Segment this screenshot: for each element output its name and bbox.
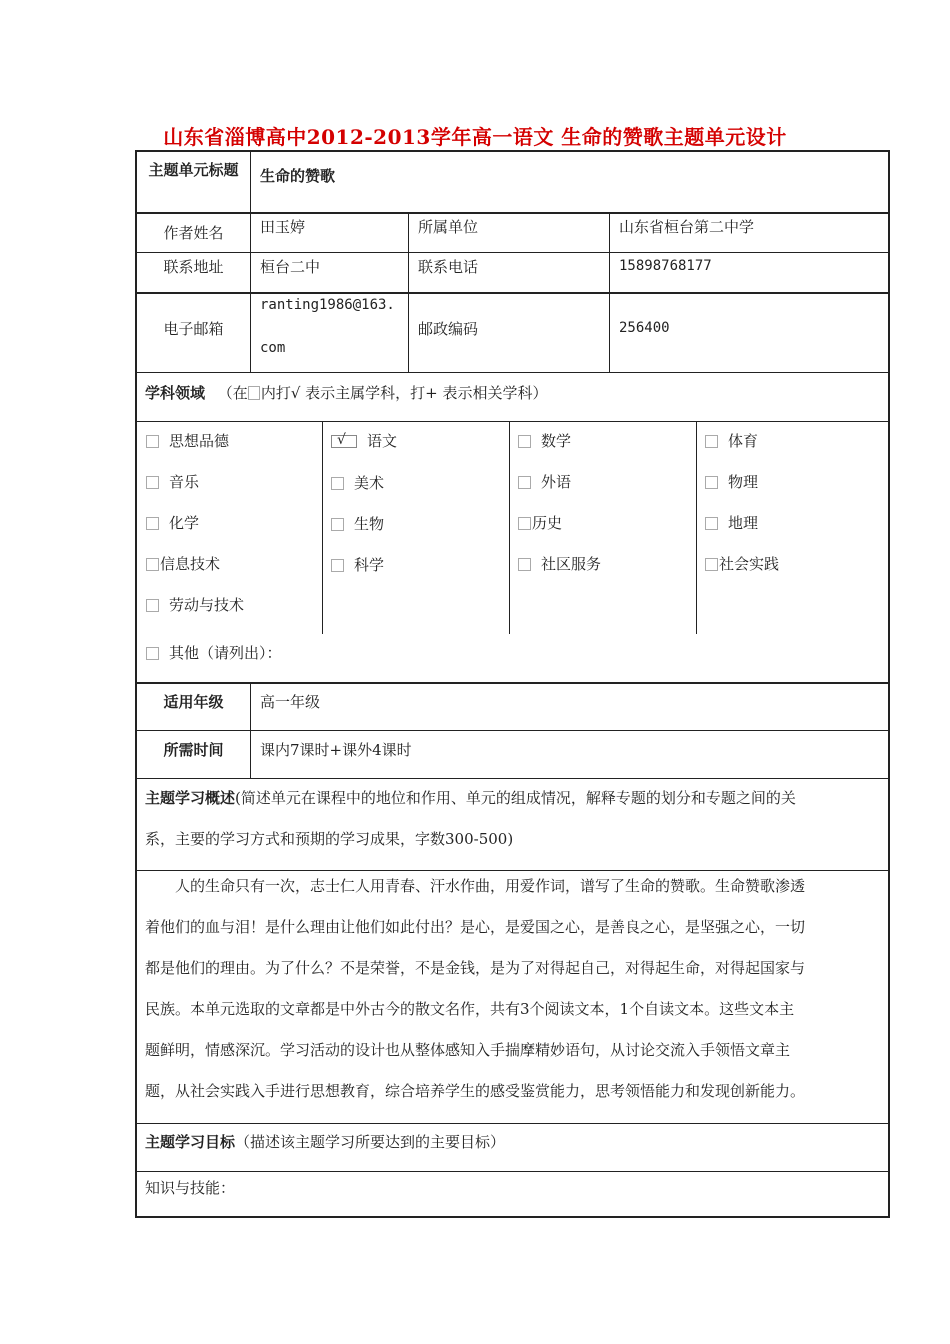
- subject-area-label: 学科领域: [145, 384, 206, 402]
- checkbox-icon[interactable]: [518, 517, 531, 530]
- author-label: 作者姓名: [163, 224, 224, 242]
- subject-area-header: [145, 382, 547, 403]
- goals-header: [145, 1131, 505, 1152]
- checked-checkbox-icon[interactable]: [331, 435, 357, 448]
- subject-area-hint-prefix: （在: [217, 384, 248, 402]
- checkbox-icon[interactable]: [146, 517, 159, 530]
- subject-option[interactable]: 社区服务: [518, 553, 601, 574]
- checkbox-sample-icon: [248, 386, 260, 400]
- subject-option[interactable]: 劳动与技术: [146, 594, 244, 615]
- col-divider: [250, 152, 251, 372]
- row-divider: [137, 1171, 890, 1172]
- checkbox-icon[interactable]: [331, 477, 344, 490]
- unit-label: 所属单位: [418, 218, 479, 236]
- checkbox-icon[interactable]: [331, 518, 344, 531]
- subject-option[interactable]: 外语: [518, 471, 571, 492]
- subject-option[interactable]: 地理: [705, 512, 758, 533]
- checkbox-icon[interactable]: [705, 517, 718, 530]
- overview-body: [145, 866, 891, 1112]
- checkbox-icon[interactable]: [705, 476, 718, 489]
- unit-design-table: [135, 150, 890, 1218]
- time-label: 所需时间: [163, 741, 224, 759]
- col-divider: [609, 212, 610, 372]
- checkbox-icon[interactable]: [518, 476, 531, 489]
- checkbox-icon[interactable]: [146, 558, 159, 571]
- subject-option[interactable]: 社会实践: [705, 553, 779, 574]
- grade-label: 适用年级: [163, 693, 224, 711]
- checkbox-icon[interactable]: [146, 435, 159, 448]
- goals-label: 主题学习目标: [145, 1133, 236, 1151]
- time-value: 课内7课时+课外4课时: [260, 741, 412, 759]
- col-divider: [322, 422, 323, 634]
- col-divider: [250, 682, 251, 778]
- phone-value: 15898768177: [619, 258, 712, 274]
- grade-value: 高一年级: [260, 693, 321, 711]
- checkbox-icon[interactable]: [146, 476, 159, 489]
- checkbox-icon[interactable]: [705, 558, 718, 571]
- author-value: 田玉婷: [260, 218, 306, 236]
- checkbox-icon[interactable]: [331, 559, 344, 572]
- subject-option[interactable]: 科学: [331, 554, 384, 575]
- overview-hint-line2: 系，主要的学习方式和预期的学习成果，字数300-500): [145, 830, 514, 848]
- subject-option[interactable]: 物理: [705, 471, 758, 492]
- subject-option[interactable]: 音乐: [146, 471, 199, 492]
- subject-option[interactable]: 体育: [705, 430, 758, 451]
- subject-area-hint-suffix: 内打√ 表示主属学科，打+ 表示相关学科）: [260, 384, 548, 402]
- email-value-line1: ranting1986@163.: [260, 297, 395, 313]
- document-title: 山东省淄博高中2012-2013学年高一语文 生命的赞歌主题单元设计: [163, 125, 787, 149]
- overview-line: 人的生命只有一次，志士仁人用青春、汗水作曲，用爱作词，谱写了生命的赞歌。生命赞歌渗透: [175, 877, 806, 895]
- subject-option[interactable]: 历史: [518, 512, 562, 533]
- subject-option[interactable]: 思想品德: [146, 430, 229, 451]
- subject-option-checked[interactable]: √语文: [331, 430, 397, 451]
- checkbox-icon[interactable]: [146, 647, 159, 660]
- unit-value: 山东省桓台第二中学: [619, 218, 755, 236]
- postcode-label: 邮政编码: [418, 320, 479, 338]
- checkbox-icon[interactable]: [518, 435, 531, 448]
- goals-hint: （描述该主题学习所要达到的主要目标）: [235, 1133, 506, 1151]
- subject-option[interactable]: 信息技术: [146, 553, 220, 574]
- email-value-line2: com: [260, 340, 286, 356]
- col-divider: [696, 422, 697, 634]
- overview-line: 题，从社会实践入手进行思想教育，综合培养学生的感受鉴赏能力，思考领悟能力和发现创新能力。: [145, 1082, 806, 1100]
- overview-label: 主题学习概述: [145, 789, 236, 807]
- address-label: 联系地址: [163, 258, 224, 276]
- overview-hint-line1: (简述单元在课程中的地位和作用、单元的组成情况，解释专题的划分和专题之间的关: [235, 789, 796, 807]
- overview-line: 民族。本单元选取的文章都是中外古今的散文名作，共有3个阅读文本，1个自读文本。这些文本主: [145, 1000, 795, 1018]
- theme-value: 生命的赞歌: [260, 167, 336, 185]
- postcode-value: 256400: [619, 320, 670, 336]
- checkbox-icon[interactable]: [518, 558, 531, 571]
- overview-line: 着他们的血与泪！是什么理由让他们如此付出？是心，是爱国之心，是善良之心，是坚强之心，一切: [145, 918, 806, 936]
- subject-option[interactable]: 美术: [331, 472, 384, 493]
- col-divider: [408, 212, 409, 372]
- email-label: 电子邮箱: [163, 320, 224, 338]
- subject-option-other[interactable]: 其他（请列出）：: [146, 642, 282, 663]
- theme-label: 主题单元标题: [148, 161, 239, 179]
- address-value: 桓台二中: [260, 258, 321, 276]
- overview-header: [145, 778, 885, 860]
- checkbox-icon[interactable]: [146, 599, 159, 612]
- subject-option[interactable]: 生物: [331, 513, 384, 534]
- checkbox-icon[interactable]: [705, 435, 718, 448]
- overview-line: 题鲜明，情感深沉。学习活动的设计也从整体感知入手揣摩精妙语句，从讨论交流入手领悟文章主: [145, 1041, 791, 1059]
- phone-label: 联系电话: [418, 258, 479, 276]
- subject-option[interactable]: 数学: [518, 430, 571, 451]
- row-divider: [137, 1123, 890, 1124]
- row-divider: [137, 421, 890, 422]
- subject-option[interactable]: 化学: [146, 512, 199, 533]
- overview-line: 都是他们的理由。为了什么？不是荣誉，不是金钱，是为了对得起自己，对得起生命，对得起国家与: [145, 959, 806, 977]
- col-divider: [509, 422, 510, 634]
- row-divider: [137, 372, 890, 373]
- knowledge-skills-label: 知识与技能：: [145, 1179, 236, 1197]
